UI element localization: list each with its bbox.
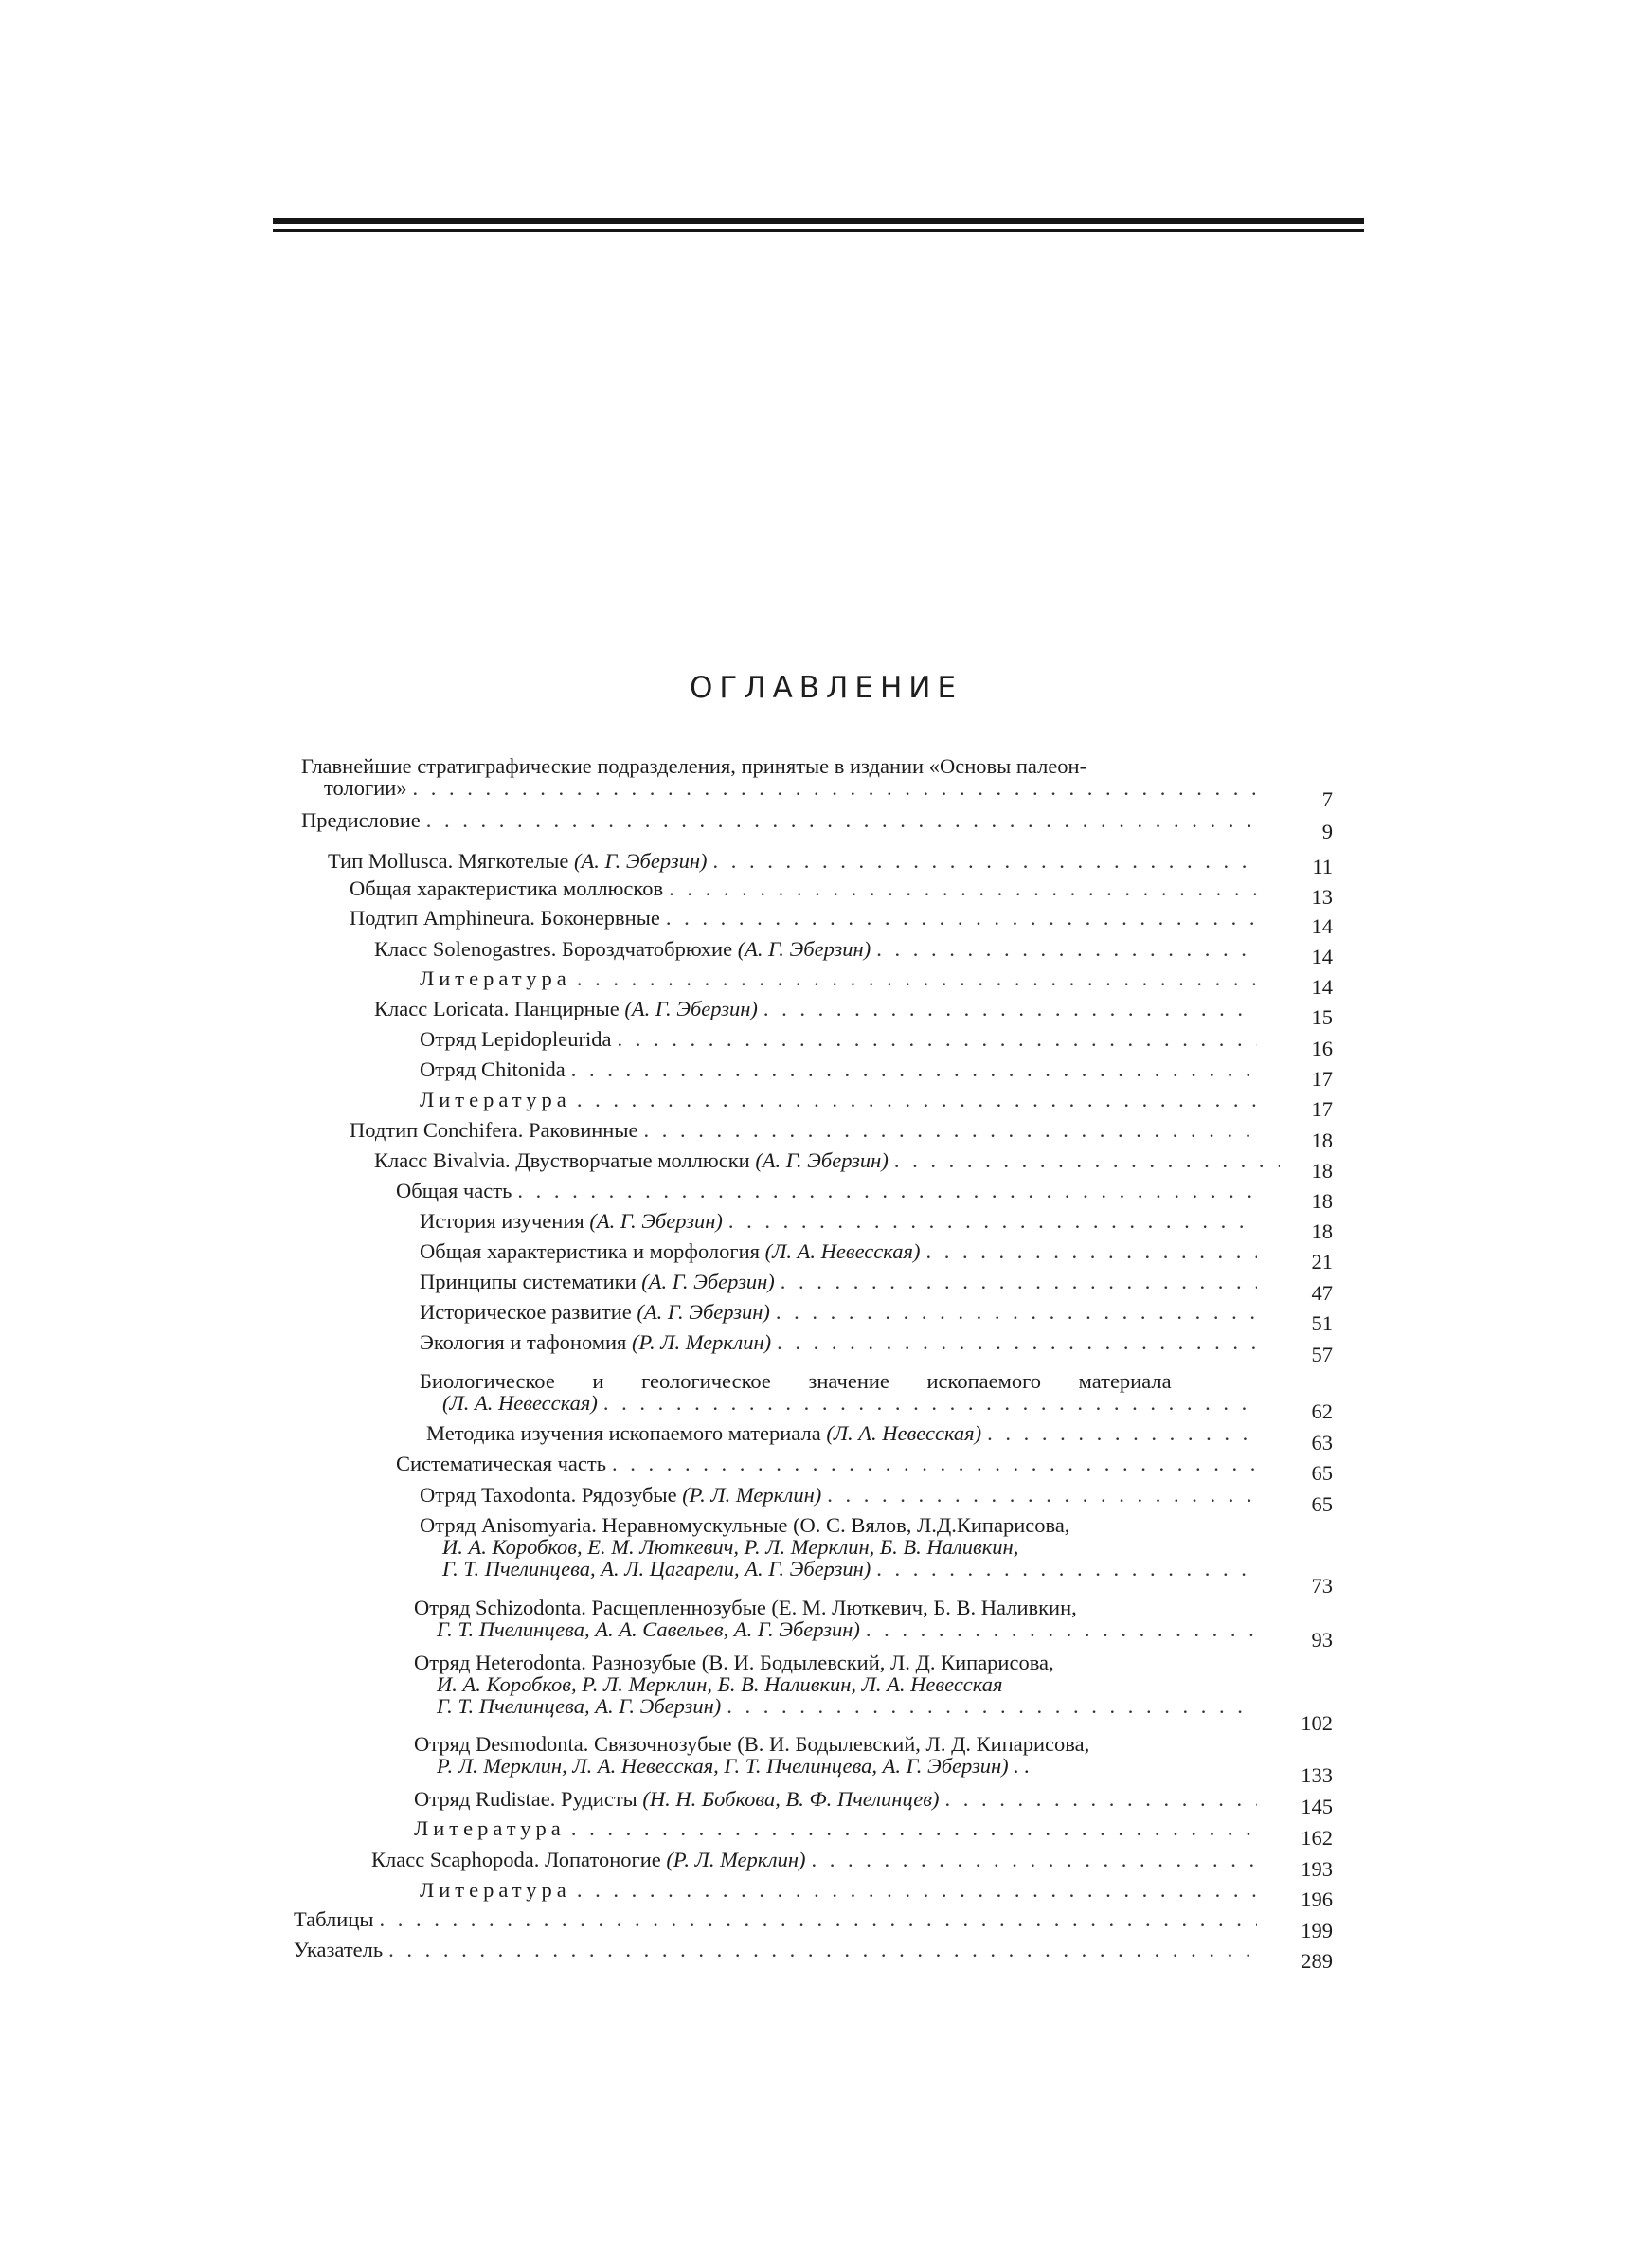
- toc-entry-author: (А. Г. Эберзин): [624, 997, 758, 1020]
- toc-entry-author: (Н. Н. Бобкова, В. Ф. Пчелинцев): [642, 1787, 940, 1811]
- toc-entry-title: Общая часть: [396, 1179, 512, 1202]
- toc-page-number: 16: [1311, 1037, 1333, 1060]
- toc-entry[interactable]: [294, 1939, 1261, 1960]
- toc-entry-title: Таблицы: [294, 1907, 374, 1931]
- toc-entry-author: (А. Г. Эберзин): [573, 849, 708, 873]
- toc-entry-title: Подтип Amphineura. Боконервные: [350, 906, 660, 930]
- toc-entry-title: Подтип Conchifera. Раковинные: [350, 1118, 638, 1142]
- toc-page-number: 196: [1301, 1887, 1333, 1911]
- toc-entry[interactable]: [374, 998, 1261, 1020]
- toc-page-number: 145: [1301, 1795, 1333, 1818]
- toc-page-number: 93: [1311, 1628, 1333, 1652]
- toc-page-number: 18: [1311, 1159, 1333, 1183]
- toc-page-number: 73: [1311, 1574, 1333, 1598]
- top-rule-thick: [273, 218, 1364, 224]
- toc-entry[interactable]: [301, 755, 1261, 799]
- toc-entry-author: (А. Г. Эберзин): [641, 1270, 775, 1293]
- toc-entry-author: (Л. А. Невесская): [826, 1421, 982, 1445]
- toc-entry[interactable]: [396, 1180, 1261, 1201]
- toc-entry[interactable]: [374, 1149, 1284, 1171]
- toc-entry-title: тологии»: [324, 776, 407, 800]
- toc-entry-title: Класс Solenogastres. Бороздчатобрюхие: [374, 937, 733, 961]
- toc-entry-title: Отряд Anisomyaria. Неравномускульные (О. С. Вялов, Л.Д.Кипарисова,: [420, 1513, 1070, 1537]
- toc-entry-title: Отряд Rudistae. Рудисты: [414, 1787, 637, 1811]
- toc-entry-author: (А. Г. Эберзин): [637, 1300, 770, 1324]
- toc-entry-title: Указатель: [294, 1938, 384, 1961]
- toc-entry[interactable]: [328, 850, 1261, 872]
- toc-entry[interactable]: [374, 938, 1261, 960]
- toc-entry[interactable]: [301, 809, 1261, 831]
- toc-page-number: 18: [1311, 1189, 1333, 1213]
- toc-page-number: 11: [1312, 855, 1333, 878]
- toc-entry-author: (Р. Л. Мерклин): [632, 1330, 772, 1354]
- toc-page-number: 47: [1311, 1281, 1333, 1305]
- toc-page-number: 18: [1311, 1128, 1333, 1152]
- toc-page-number: 65: [1311, 1461, 1333, 1485]
- toc-entry[interactable]: [350, 877, 1261, 899]
- toc-entry-title: Тип Mollusca. Мягкотелые: [328, 849, 569, 873]
- toc-entry-title: Литература: [414, 1816, 566, 1840]
- toc-entry-title: Отряд Desmodonta. Связочнозубые (В. И. Бодылевский, Л. Д. Кипарисова,: [414, 1732, 1090, 1756]
- toc-page-number: 62: [1311, 1399, 1333, 1423]
- toc-entry-title: Отряд Lepidopleurida: [420, 1027, 612, 1051]
- toc-entry-title: Главнейшие стратиграфические подразделения, принятые в издании «Основы палеон-: [301, 754, 1087, 778]
- toc-page-number: 133: [1301, 1763, 1333, 1787]
- toc-page-number: 9: [1321, 820, 1333, 843]
- toc-entry[interactable]: [420, 1058, 1261, 1080]
- toc-entry[interactable]: [420, 967, 1261, 989]
- toc-page-number: 162: [1301, 1826, 1333, 1850]
- toc-entry-author: (Р. Л. Мерклин): [682, 1483, 822, 1507]
- toc-entry-author: (А. Г. Эберзин): [737, 937, 871, 961]
- toc-entry[interactable]: [420, 1370, 1261, 1414]
- toc-entry-author: (Л. А. Невесская): [442, 1391, 598, 1415]
- toc-entry-title: Отряд Taxodonta. Рядозубые: [420, 1483, 677, 1507]
- toc-entry-title: Литература: [420, 1878, 571, 1902]
- toc-entry-author: Г. Т. Пчелинцева, А. Л. Цагарели, А. Г. Эберзин): [442, 1557, 871, 1580]
- page-title: ОГЛАВЛЕНИЕ: [689, 671, 963, 705]
- toc-entry-title: Класс Bivalvia. Двустворчатые моллюски: [374, 1148, 750, 1172]
- toc-entry[interactable]: [420, 1331, 1261, 1353]
- toc-entry-author: Р. Л. Мерклин, Л. А. Невесская, Г. Т. Пчелинцева, А. Г. Эберзин) . .: [437, 1754, 1031, 1778]
- toc-entry[interactable]: [414, 1817, 1261, 1839]
- toc-entry[interactable]: [420, 1484, 1261, 1506]
- toc-entry[interactable]: [420, 1301, 1261, 1323]
- toc-entry-title: Историческое развитие: [420, 1300, 632, 1324]
- toc-page-number: 15: [1311, 1005, 1333, 1029]
- top-rule-thin: [273, 229, 1364, 232]
- toc-page-number: 17: [1311, 1067, 1333, 1091]
- toc-entry-title: Биологическое и геологическое значение ископаемого материала: [420, 1369, 1172, 1393]
- toc-page-number: 17: [1311, 1097, 1333, 1121]
- toc-entry-title: Методика изучения ископаемого материала: [426, 1421, 821, 1445]
- toc-entry-author: (А. Г. Эберзин): [589, 1209, 723, 1233]
- toc-entry-author: (А. Г. Эберзин): [755, 1148, 889, 1172]
- toc-entry[interactable]: [414, 1733, 1261, 1777]
- toc-page-number: 14: [1311, 975, 1333, 999]
- toc-entry-title: Литература: [420, 966, 571, 990]
- toc-entry-title: Отряд Chitonida: [420, 1057, 566, 1081]
- toc-entry-author: И. А. Коробков, Е. М. Люткевич, Р. Л. Мерклин, Б. В. Наливкин,: [442, 1535, 1019, 1559]
- toc-entry-author: Г. Т. Пчелинцева, А. А. Савельев, А. Г. Эберзин): [437, 1617, 860, 1641]
- toc-page-number: 51: [1311, 1311, 1333, 1335]
- toc-entry-title: Систематическая часть: [396, 1452, 607, 1475]
- toc-entry[interactable]: [396, 1453, 1261, 1474]
- toc-page-number: 193: [1301, 1857, 1333, 1881]
- toc-entry-title: Отряд Schizodonta. Расщепленнозубые (Е. М. Люткевич, Б. В. Наливкин,: [414, 1596, 1077, 1619]
- toc-page-number: 13: [1311, 885, 1333, 909]
- toc-entry-title: Класс Scaphopoda. Лопатоногие: [371, 1848, 661, 1871]
- toc-page-number: 14: [1311, 914, 1333, 938]
- toc-entry-title: Предисловие: [301, 808, 421, 832]
- toc-entry[interactable]: [420, 1240, 1261, 1262]
- toc-entry-title: Отряд Heterodonta. Разнозубые (В. И. Бодылевский, Л. Д. Кипарисова,: [414, 1651, 1054, 1674]
- toc-entry[interactable]: [414, 1652, 1261, 1717]
- toc-entry-title: История изучения: [420, 1209, 584, 1233]
- toc-entry[interactable]: [294, 1908, 1261, 1930]
- toc-entry-title: Общая характеристика моллюсков: [350, 876, 664, 900]
- toc-entry[interactable]: [420, 1089, 1261, 1110]
- toc-page-number: 65: [1311, 1492, 1333, 1516]
- toc-entry[interactable]: [414, 1597, 1261, 1640]
- toc-entry[interactable]: [350, 907, 1261, 929]
- toc-entry-title: Экология и тафономия: [420, 1330, 627, 1354]
- toc-page-number: 14: [1311, 945, 1333, 968]
- toc-page-number: 289: [1301, 1949, 1333, 1973]
- toc-page-number: 102: [1301, 1711, 1333, 1735]
- toc-entry-author: (Л. А. Невесская): [764, 1239, 921, 1263]
- toc-entry-author: Г. Т. Пчелинцева, А. Г. Эберзин): [437, 1694, 722, 1718]
- toc-page-number: 18: [1311, 1219, 1333, 1243]
- toc-entry-author: (Р. Л. Мерклин): [666, 1848, 806, 1871]
- toc-entry[interactable]: [420, 1271, 1261, 1292]
- toc-entry-title: Класс Loricata. Панцирные: [374, 997, 620, 1020]
- toc-entry[interactable]: [420, 1879, 1261, 1901]
- toc-page-number: 7: [1321, 787, 1333, 811]
- toc-entry[interactable]: [414, 1788, 1261, 1810]
- toc-entry[interactable]: [420, 1210, 1261, 1232]
- toc-entry-title: Общая характеристика и морфология: [420, 1239, 761, 1263]
- toc-entry[interactable]: [350, 1119, 1261, 1141]
- toc-entry-author: И. А. Коробков, Р. Л. Мерклин, Б. В. Наливкин, Л. А. Невесская: [437, 1672, 1003, 1696]
- toc-entry[interactable]: [371, 1849, 1261, 1870]
- toc-entry[interactable]: [420, 1514, 1261, 1580]
- toc-entry-title: Принципы систематики: [420, 1270, 637, 1293]
- toc-entry[interactable]: [420, 1028, 1261, 1050]
- toc-entry[interactable]: [426, 1422, 1261, 1444]
- toc-page-number: 63: [1311, 1431, 1333, 1454]
- toc-page-number: 21: [1311, 1250, 1333, 1273]
- toc-page-number: 199: [1301, 1919, 1333, 1942]
- toc-entry-title: Литература: [420, 1088, 571, 1111]
- toc-page-number: 57: [1311, 1343, 1333, 1366]
